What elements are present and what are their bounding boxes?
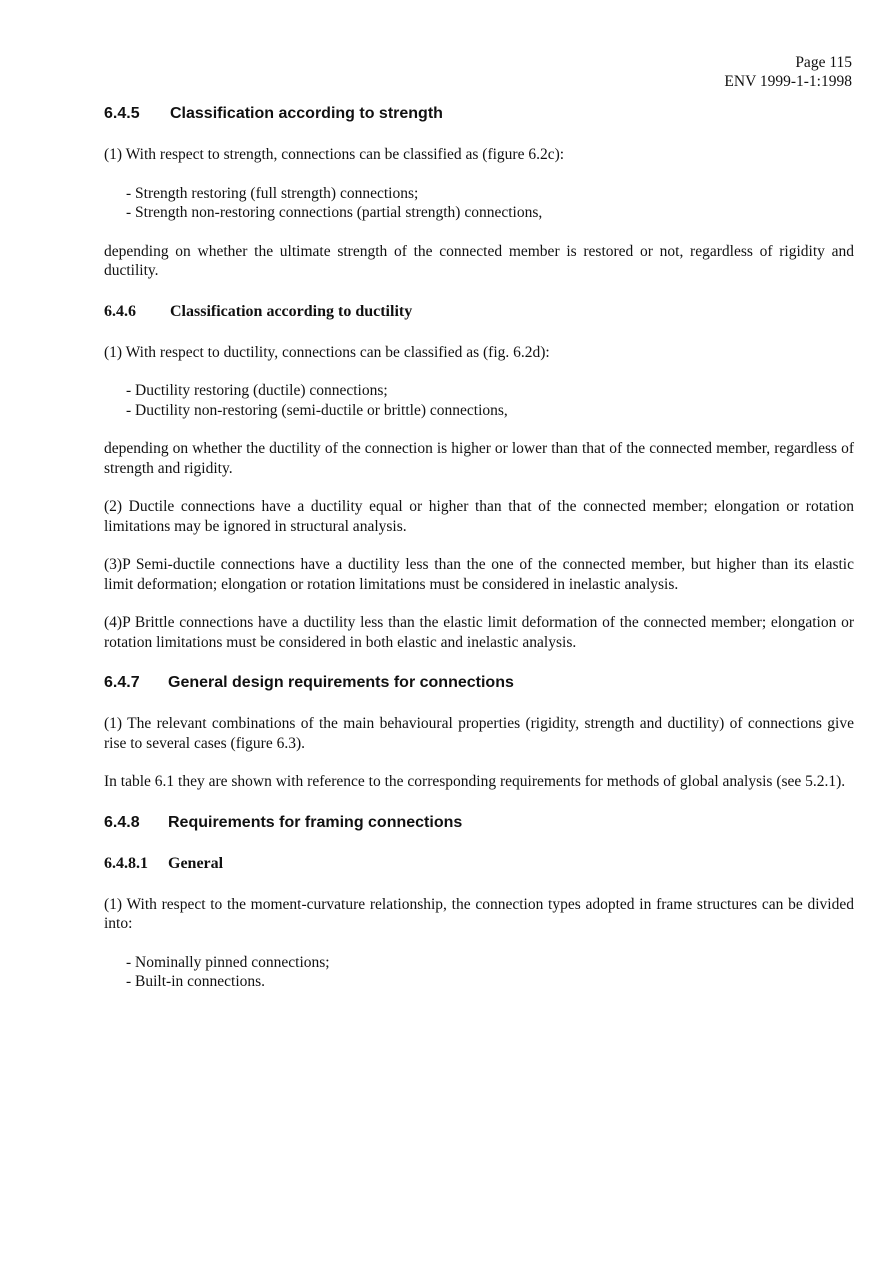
heading-6-4-6	[104, 302, 854, 322]
heading-6-4-8	[104, 813, 854, 833]
heading-title: General	[168, 854, 224, 872]
page-content	[104, 104, 854, 992]
paragraph: (1) With respect to the moment-curvature relationship, the connection types adopted in frame structures can be divided into:	[104, 895, 854, 932]
paragraph: (3)P Semi-ductile connections have a ductility less than the one of the connected member, but higher than its elastic limit deformation; elongation or rotation limitations must be considered in inelastic analysis.	[104, 556, 854, 593]
list-item: - Built-in connections.	[126, 973, 266, 990]
page-header	[724, 53, 852, 91]
list-item: - Nominally pinned connections;	[126, 953, 330, 971]
heading-title: Classification according to strength	[170, 105, 443, 122]
heading-number: 6.4.7	[104, 674, 140, 691]
heading-title: Classification according to ductility	[170, 302, 413, 320]
list-item: - Ductility non-restoring (semi-ductile or brittle) connections,	[126, 401, 508, 419]
paragraph: (1) The relevant combinations of the main behavioural properties (rigidity, strength and ductility) of connections give rise to several cases (figure 6.3).	[104, 715, 854, 752]
page-number: Page 115	[795, 54, 852, 71]
connection-type-list	[104, 953, 854, 992]
list-item: - Ductility restoring (ductile) connections;	[126, 382, 388, 399]
paragraph: depending on whether the ductility of the connection is higher or lower than that of the connected member, regardless of strength and rigidity.	[104, 440, 854, 477]
connection-type-list	[104, 184, 854, 223]
paragraph: (4)P Brittle connections have a ductility less than the elastic limit deformation of the connected member; elongation or rotation limitations must be considered in both elastic and inelastic analysis.	[104, 614, 854, 651]
list-item: - Strength non-restoring connections (partial strength) connections,	[126, 204, 543, 221]
list-item: - Strength restoring (full strength) connections;	[126, 184, 419, 202]
paragraph: (1) With respect to strength, connections can be classified as (figure 6.2c):	[104, 146, 565, 163]
connection-type-list	[104, 381, 854, 420]
paragraph: In table 6.1 they are shown with reference to the corresponding requirements for methods of global analysis (see 5.2.1).	[104, 773, 846, 790]
heading-title: Requirements for framing connections	[168, 813, 463, 831]
paragraph: (1) With respect to ductility, connections can be classified as (fig. 6.2d):	[104, 343, 550, 361]
heading-number: 6.4.6	[104, 302, 136, 320]
heading-6-4-5	[104, 104, 854, 124]
heading-6-4-8-1	[104, 854, 854, 874]
heading-number: 6.4.5	[104, 105, 140, 122]
heading-number: 6.4.8	[104, 813, 140, 831]
paragraph: (2) Ductile connections have a ductility equal or higher than that of the connected member; elongation or rotation limitations may be ignored in structural analysis.	[104, 498, 854, 535]
heading-6-4-7	[104, 673, 854, 693]
heading-title: General design requirements for connections	[168, 674, 514, 691]
paragraph: depending on whether the ultimate strength of the connected member is restored or not, regardless of rigidity and ductility.	[104, 242, 854, 279]
heading-number: 6.4.8.1	[104, 854, 148, 872]
standard-reference: ENV 1999-1-1:1998	[724, 73, 852, 90]
